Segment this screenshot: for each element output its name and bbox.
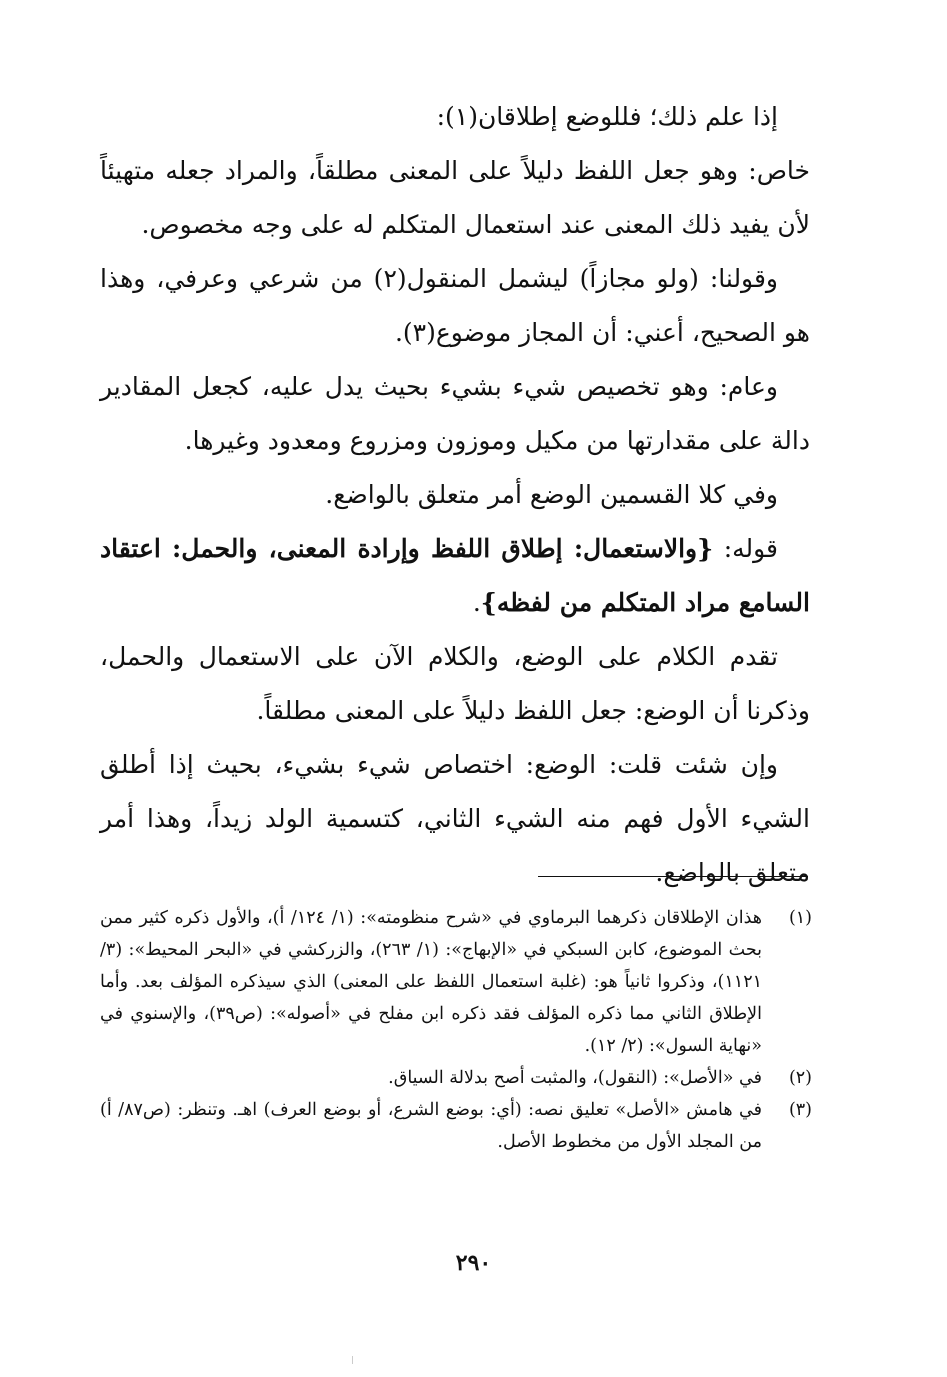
footnotes: [100, 902, 812, 1158]
footnote-2: [100, 1062, 812, 1094]
paragraph-intro: إذا علم ذلك؛ فللوضع إطلاقان(١):: [436, 102, 778, 131]
paragraph-specific-sense: خاص: وهو جعل اللفظ دليلاً على المعنى مطلقاً، والمراد جعله متهيئاً لأن يفيد ذلك المعنى عند استعمال المتكلم له على وجه مخصوص.: [100, 156, 810, 239]
footnote-number: (١): [788, 908, 812, 928]
paragraph-general-sense: وعام: وهو تخصيص شيء بشيء بحيث يدل عليه، كجعل المقادير دالة على مقدارتها من مكيل وموزون ومزروع ومعدود وغيرها.: [100, 372, 810, 455]
page-number: ٢٩٠: [455, 1250, 492, 1276]
quote-text: {والاستعمال: إطلاق اللفظ وإرادة المعنى، والحمل: اعتقاد السامع مراد المتكلم من لفظه}: [100, 534, 810, 617]
footnote-text: في «الأصل»: (النقول)، والمثبت أصح بدلالة السياق.: [388, 1068, 762, 1088]
footnote-text: هذان الإطلاقان ذكرهما البرماوي في «شرح منظومته»: (١/ ١٢٤/ أ)، والأول ذكره كثير ممن بحث الموضوع، كابن السبكي في «الإبهاج»: (١/ ٢٦٣)، والزركشي في «البحر المحيط»: (٣/ ١١٢١)، وذكروا ثانياً هو: (غلبة استعمال اللفظ على المعنى) الذي سيذكره المؤلف بعد. وأما الإطلاق الثاني مما ذكره المؤلف فقد ذكره ابن مفلح في «أصوله»: (ص٣٩)، والإسنوي في «نهاية السول»: (٢/ ١٢).: [100, 908, 763, 1056]
quote-suffix: .: [472, 588, 481, 617]
footnote-text: في هامش «الأصل» تعليق نصه: (أي: بوضع الشرع، أو بوضع العرف) اهـ. وتنظر: (ص٨٧/ أ) من المجلد الأول من مخطوط الأصل.: [100, 1100, 762, 1152]
paragraph-definition-alt: وإن شئت قلت: الوضع: اختصاص شيء بشيء، بحيث إذا أطلق الشيء الأول فهم منه الشيء الثاني، كتسمية الولد زيداً، وهذا أمر متعلق بالواضع.: [100, 750, 810, 887]
paragraph-metaphor-note: وقولنا: (ولو مجازاً) ليشمل المنقول(٢) من شرعي وعرفي، وهذا هو الصحيح، أعني: أن المجاز موضوع(٣).: [100, 264, 810, 347]
paragraph-both-types: وفي كلا القسمين الوضع أمر متعلق بالواضع.: [325, 480, 778, 509]
scan-mark: [352, 1356, 353, 1364]
footnote-number: (٢): [788, 1068, 812, 1088]
main-text: [100, 90, 810, 900]
paragraph-quote: [100, 522, 810, 630]
footnote-1: [100, 902, 812, 1062]
footnote-3: [100, 1094, 812, 1158]
footnote-separator: [538, 876, 808, 877]
quote-prefix: قوله:: [713, 534, 778, 563]
footnote-number: (٣): [788, 1100, 812, 1120]
paragraph-usage-intro: تقدم الكلام على الوضع، والكلام الآن على الاستعمال والحمل، وذكرنا أن الوضع: جعل اللفظ دليلاً على المعنى مطلقاً.: [100, 642, 810, 725]
